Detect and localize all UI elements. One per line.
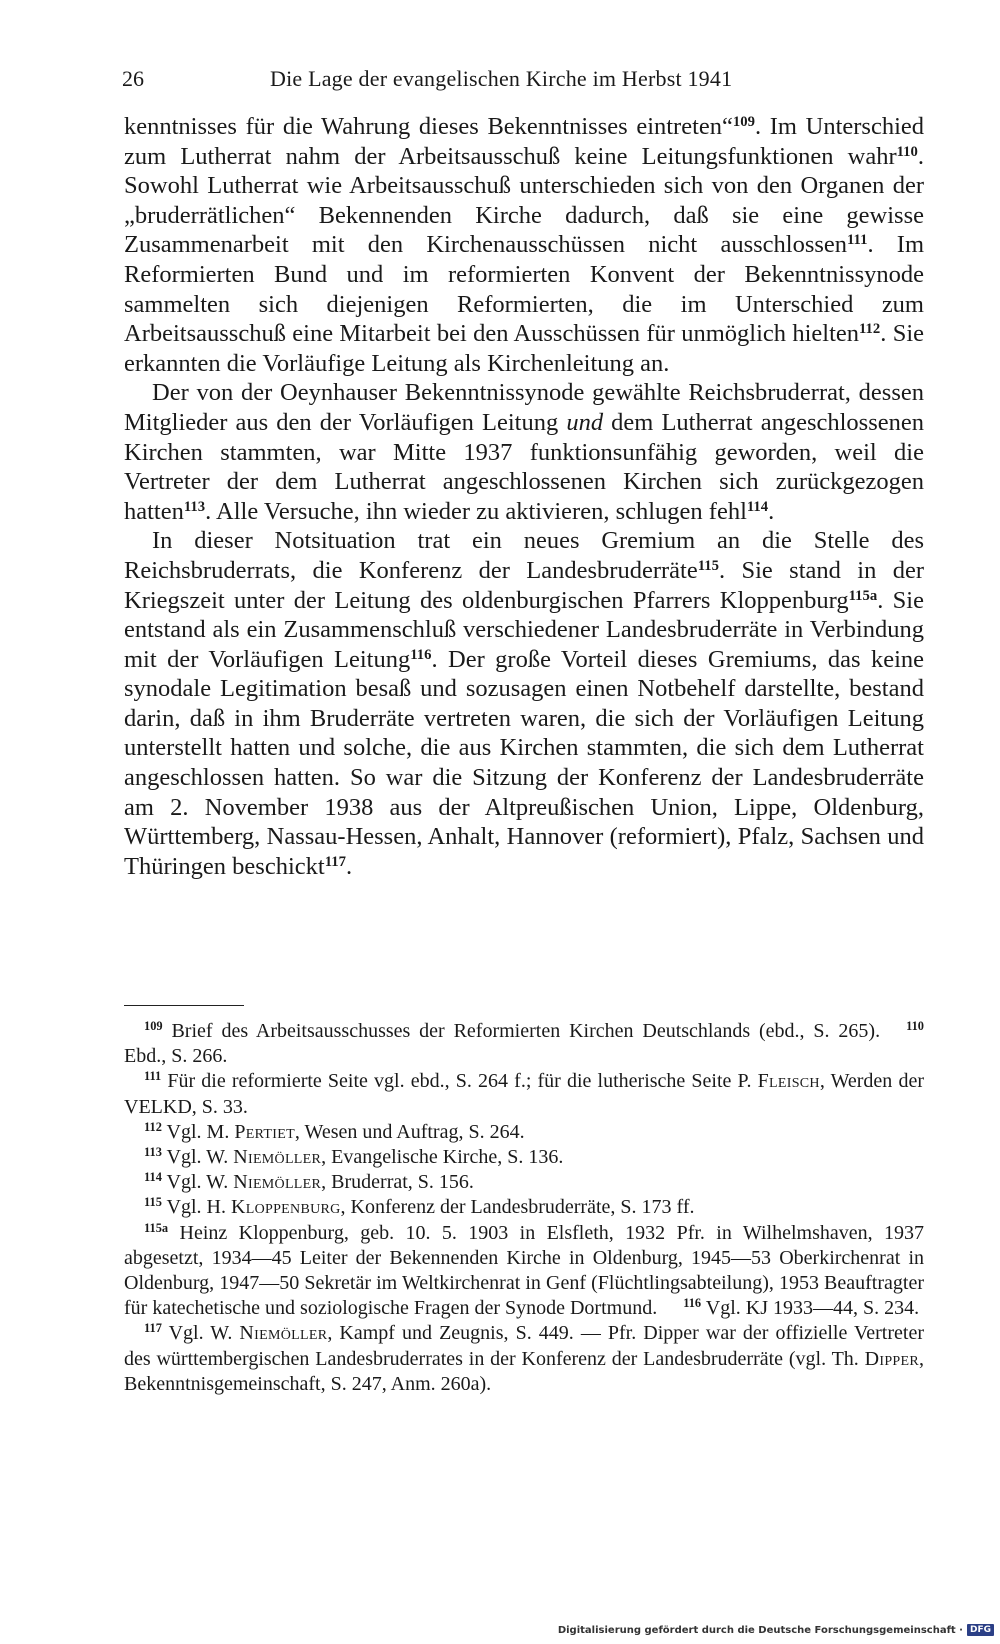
text-run: . Sowohl Lutherrat wie Arbeitsausschuß unterschieden sich von den Organen der „bruderrätlichen“ Bekennenden Kirche dadurch, daß sie eine gewisse Zusammenarbeit mit den Kirchenausschüssen nicht ausschlossen [124,142,924,259]
footnote-text: , Wesen und Auftrag, S. 264. [294,1120,525,1143]
running-title: Die Lage der evangelischen Kirche im Herbst 1941 [270,66,733,91]
author-name: Niemöller [239,1322,328,1345]
footnote-ref-113[interactable]: 113 [183,498,206,515]
footnote-text: , Werden der VELKD, S. 33. [124,1070,924,1118]
footnote-ref-112[interactable]: 112 [859,321,881,338]
footnote-117 [124,1321,924,1397]
footnote-number: 109 [144,1019,163,1034]
footnote-text: Für die reformierte Seite vgl. ebd., S. 264 f.; für die lutherische Seite P. [161,1070,758,1093]
footnote-text: Heinz Kloppenburg, geb. 10. 5. 1903 in Elsfleth, 1932 Pfr. in Wilhelmshaven, 1937 abgesetzt, 1934—45 Leiter der Bekennenden Kirche in Oldenburg, 1945—53 Oberkirchenrat in Oldenburg, 1947—50 Sekretär im Weltkirchenrat in Genf (Flüchtlingsabteilung), 1953 Beauftragter für katechetische und soziologische Fragen der Synode Dortmund. [124,1221,924,1320]
text-run: . Sie stand in der Kriegszeit unter der Leitung des oldenburgischen Pfarrers Kloppenburg [124,556,924,614]
footnote-ref-115a[interactable]: 115a [848,587,878,604]
footnote-116 [683,1297,919,1319]
paragraph-3 [124,526,924,881]
running-head [122,66,766,100]
footnote-ref-115[interactable]: 115 [697,557,719,574]
paragraph-2 [124,378,924,526]
footnote-text: , Bruderrat, S. 156. [321,1171,474,1194]
footnote-number: 110 [906,1019,924,1034]
footnote-text: Ebd., S. 266. [124,1045,228,1068]
dfg-logo-icon: DFG [967,1624,994,1636]
text-run: . [768,497,775,525]
footnote-number: 116 [683,1296,702,1311]
footnote-text: Vgl. H. [161,1196,231,1219]
footnote-number: 114 [144,1170,162,1185]
text-run: dem Lutherrat angeschlossenen Kirchen stammten, war Mitte 1937 funktionsunfähig geworden, weil die Vertreter der dem Lutherrat angeschlossenen Kirchen sich zurückgezogen hatten [124,408,924,525]
text-run: . [345,852,353,880]
footnote-text: Brief des Arbeitsausschusses der Reformierten Kirchen Deutschlands (ebd., S. 265). [162,1020,881,1042]
footnote-number: 115 [144,1195,162,1210]
text-run: In dieser Notsituation trat ein neues Gremium an die Stelle des Reichsbruderrats, die Konferenz der Landesbruderräte [124,527,924,584]
footnote-ref-114[interactable]: 114 [746,498,769,515]
page-number: 26 [122,66,144,91]
text-run: . Alle Versuche, ihn wieder zu aktivieren, schlugen fehl [205,497,747,525]
footnotes [124,1019,924,1397]
footnote-number: 117 [144,1321,162,1336]
footnote-text: Vgl. KJ 1933—44, S. 234. [701,1297,920,1320]
footnote-text: Vgl. M. [161,1120,235,1143]
footnote-115 [124,1195,924,1220]
credit-text: Digitalisierung gefördert durch die Deutsche Forschungsgemeinschaft · [557,1624,963,1636]
text-run: kenntnisses für die Wahrung dieses Bekenntnisses eintreten“ [124,113,733,140]
text-run: . Im Unterschied zum Lutherrat nahm der Arbeitsausschuß keine Leitungsfunktionen wahr [124,113,924,170]
footnote-115a [124,1221,924,1322]
footnote-number: 111 [144,1069,162,1084]
footnote-ref-109[interactable]: 109 [732,113,755,130]
paragraph-1 [124,112,924,378]
footnote-number: 115a [144,1220,169,1235]
footnote-114 [124,1170,924,1195]
footnote-ref-117[interactable]: 117 [324,853,346,870]
emphasis: und [566,408,604,436]
footnote-number: 113 [144,1145,162,1160]
text-run: . Sie erkannten die Vorläufige Leitung als Kirchenleitung an. [124,320,924,377]
footnote-text: , Evangelische Kirche, S. 136. [321,1146,564,1169]
footnote-ref-110[interactable]: 110 [896,143,918,160]
footnote-109 [124,1019,924,1069]
footnote-ref-111[interactable]: 111 [847,232,868,249]
author-name: Niemöller [233,1146,322,1169]
footnote-text: Vgl. W. [161,1146,234,1169]
text-run: . Sie entstand als ein Zusammenschluß verschiedener Landesbruderräte in Verbindung mit der Vorläufigen Leitung [124,586,924,673]
footnote-divider [124,1005,244,1006]
author-name: Fleisch [757,1070,820,1093]
author-name: Niemöller [233,1171,322,1194]
footnote-text: Vgl. W. [161,1322,240,1345]
author-name: Kloppenburg [231,1196,341,1219]
footnote-text: , Bekenntnisgemeinschaft, S. 247, Anm. 260a). [124,1347,924,1395]
author-name: Pertiet [234,1120,295,1143]
footnote-113 [124,1145,924,1170]
footnote-number: 112 [144,1120,162,1134]
text-run: Der von der Oeynhauser Bekenntnissynode gewählte Reichsbruderrat, dessen Mitglieder aus den der Vorläufigen Leitung [124,379,924,436]
footnote-111 [124,1069,924,1119]
footnote-text: , Konferenz der Landesbruderräte, S. 173 ff. [340,1196,695,1219]
footnote-text: Vgl. W. [161,1171,234,1194]
digitization-credit [558,1624,994,1636]
text-run: . Im Reformierten Bund und im reformierten Konvent der Bekenntnissynode sammelten sich diejenigen Reformierten, die im Unterschied zum Arbeitsausschuß eine Mitarbeit bei den Ausschüssen für unmöglich hielten [124,231,924,348]
author-name: Dipper [864,1347,919,1370]
text-run: . Der große Vorteil dieses Gremiums, das keine synodale Legitimation besaß und sozusagen einen Notbehelf darstellte, bestand darin, daß in ihm Bruderräte vertreten waren, die sich der Vorläufigen Leitung unterstellt hatten und solche, die aus Kirchen stammten, die sich dem Lutherrat angeschlossen hatten. So war die Sitzung der Konferenz der Landesbruderräte am 2. November 1938 aus der Altpreußischen Union, Lippe, Oldenburg, Württemberg, Nassau-Hessen, Anhalt, Hannover (reformiert), Pfalz, Sachsen und Thüringen beschickt [124,645,925,880]
footnote-text: , Kampf und Zeugnis, S. 449. — Pfr. Dipper war der offizielle Vertreter des württembergischen Landesbruderrates in der Konferenz der Landesbruderräte (vgl. Th. [124,1322,924,1370]
footnote-112 [124,1120,924,1145]
footnote-ref-116[interactable]: 116 [410,646,432,663]
body-text [124,112,924,881]
